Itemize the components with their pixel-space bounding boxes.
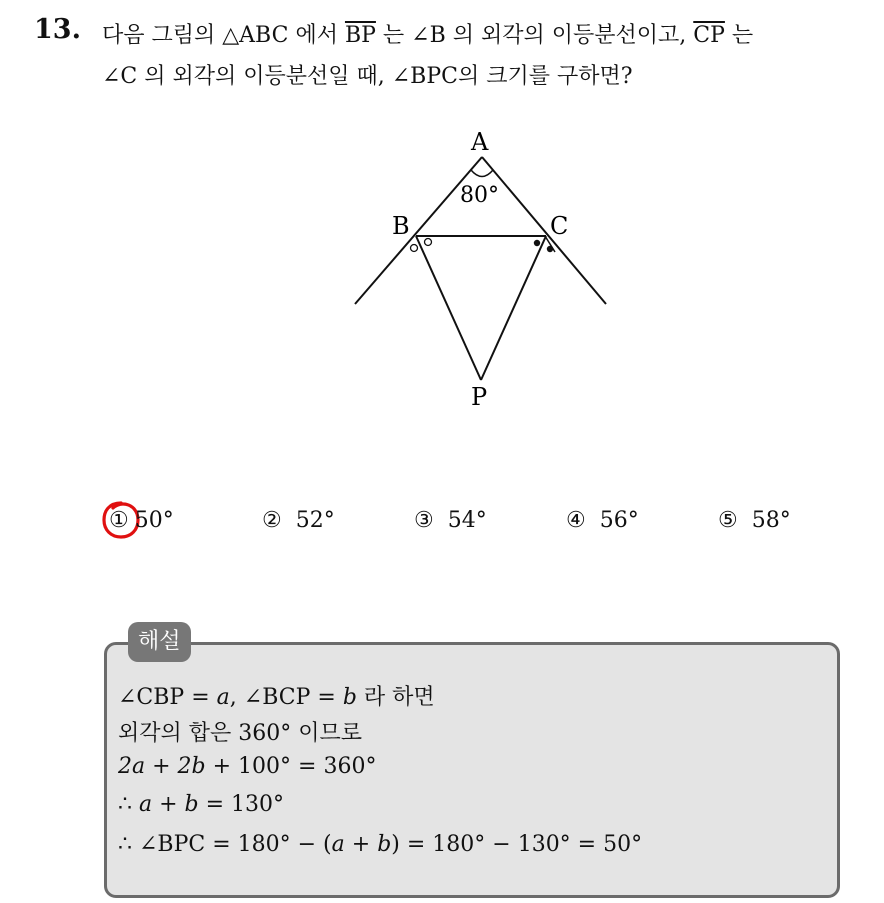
choice-4[interactable] bbox=[566, 508, 639, 533]
angle-label-a: 80° bbox=[460, 183, 499, 208]
variable-b: b bbox=[377, 832, 392, 857]
choice-value: 54° bbox=[447, 508, 487, 533]
solution-text: ) = 180° − 130° = 50° bbox=[391, 832, 643, 857]
choice-value: 50° bbox=[134, 508, 174, 533]
variable-b: b bbox=[184, 792, 199, 817]
triangle-figure bbox=[330, 120, 630, 420]
angle-mark-circle bbox=[425, 239, 432, 246]
choice-3[interactable] bbox=[414, 508, 487, 533]
line-a-b-ext bbox=[355, 157, 482, 304]
choice-1[interactable] bbox=[109, 508, 174, 533]
question-number: 13. bbox=[34, 14, 81, 45]
angle-arc-a bbox=[471, 170, 493, 177]
choice-mark: ⑤ bbox=[718, 508, 738, 533]
angle-mark-dot bbox=[547, 246, 553, 252]
answer-choices bbox=[0, 508, 884, 544]
solution-text: , ∠BCP = bbox=[229, 685, 343, 710]
term-2a: 2a bbox=[118, 754, 146, 779]
variable-a: a bbox=[139, 792, 153, 817]
solution-tab: 해설 bbox=[128, 622, 191, 662]
solution-text: ∠CBP = bbox=[118, 685, 217, 710]
vertex-label-b: B bbox=[392, 212, 410, 240]
choice-mark: ③ bbox=[414, 508, 434, 533]
solution-text: ∴ ∠BPC = 180° − ( bbox=[118, 832, 332, 857]
term-2b: 2b bbox=[177, 754, 206, 779]
solution-text: + 100° = 360° bbox=[205, 754, 377, 779]
vertex-label-p: P bbox=[471, 383, 488, 411]
question-text-line2: ∠C 의 외각의 이등분선일 때, ∠BPC의 크기를 구하면? bbox=[102, 64, 633, 89]
solution-text: + bbox=[152, 792, 185, 817]
angle-mark-dot bbox=[534, 240, 540, 246]
vertex-label-c: C bbox=[550, 212, 569, 240]
therefore-symbol: ∴ bbox=[118, 792, 139, 817]
segment-bp: $\overline{BP}$ bbox=[344, 23, 376, 48]
solution-text: + bbox=[344, 832, 378, 857]
choice-mark: ② bbox=[262, 508, 282, 533]
segment-cp: $\overline{CP}$ bbox=[693, 23, 725, 48]
choice-value: 56° bbox=[599, 508, 639, 533]
choice-5[interactable] bbox=[718, 508, 791, 533]
segment-cp-line bbox=[481, 236, 546, 380]
angle-mark-circle bbox=[411, 245, 418, 252]
solution-line-5 bbox=[118, 832, 642, 857]
solution-text: + bbox=[145, 754, 178, 779]
solution-text: 라 하면 bbox=[356, 685, 435, 710]
line-a-c-ext bbox=[482, 157, 606, 304]
choice-value: 58° bbox=[751, 508, 791, 533]
segment-bp-line bbox=[416, 236, 481, 380]
solution-line-2: 외각의 합은 360° 이므로 bbox=[118, 721, 362, 746]
choice-value: 52° bbox=[295, 508, 335, 533]
question-text-part: 는 ∠B 의 외각의 이등분선이고, bbox=[375, 23, 694, 48]
choice-mark: ① bbox=[109, 508, 129, 533]
choice-2[interactable] bbox=[262, 508, 335, 533]
vertex-label-a: A bbox=[471, 128, 489, 156]
solution-line-1 bbox=[118, 680, 435, 711]
solution-text: = 130° bbox=[198, 792, 285, 817]
question-text-line1 bbox=[102, 18, 753, 49]
question-text-part: 다음 그림의 △ABC 에서 bbox=[102, 23, 345, 48]
solution-line-4 bbox=[118, 792, 284, 817]
variable-a: a bbox=[216, 685, 230, 710]
question-text-part: 는 bbox=[724, 23, 754, 48]
variable-b: b bbox=[342, 685, 357, 710]
choice-mark: ④ bbox=[566, 508, 586, 533]
solution-line-3 bbox=[118, 754, 376, 779]
variable-a: a bbox=[331, 832, 345, 857]
